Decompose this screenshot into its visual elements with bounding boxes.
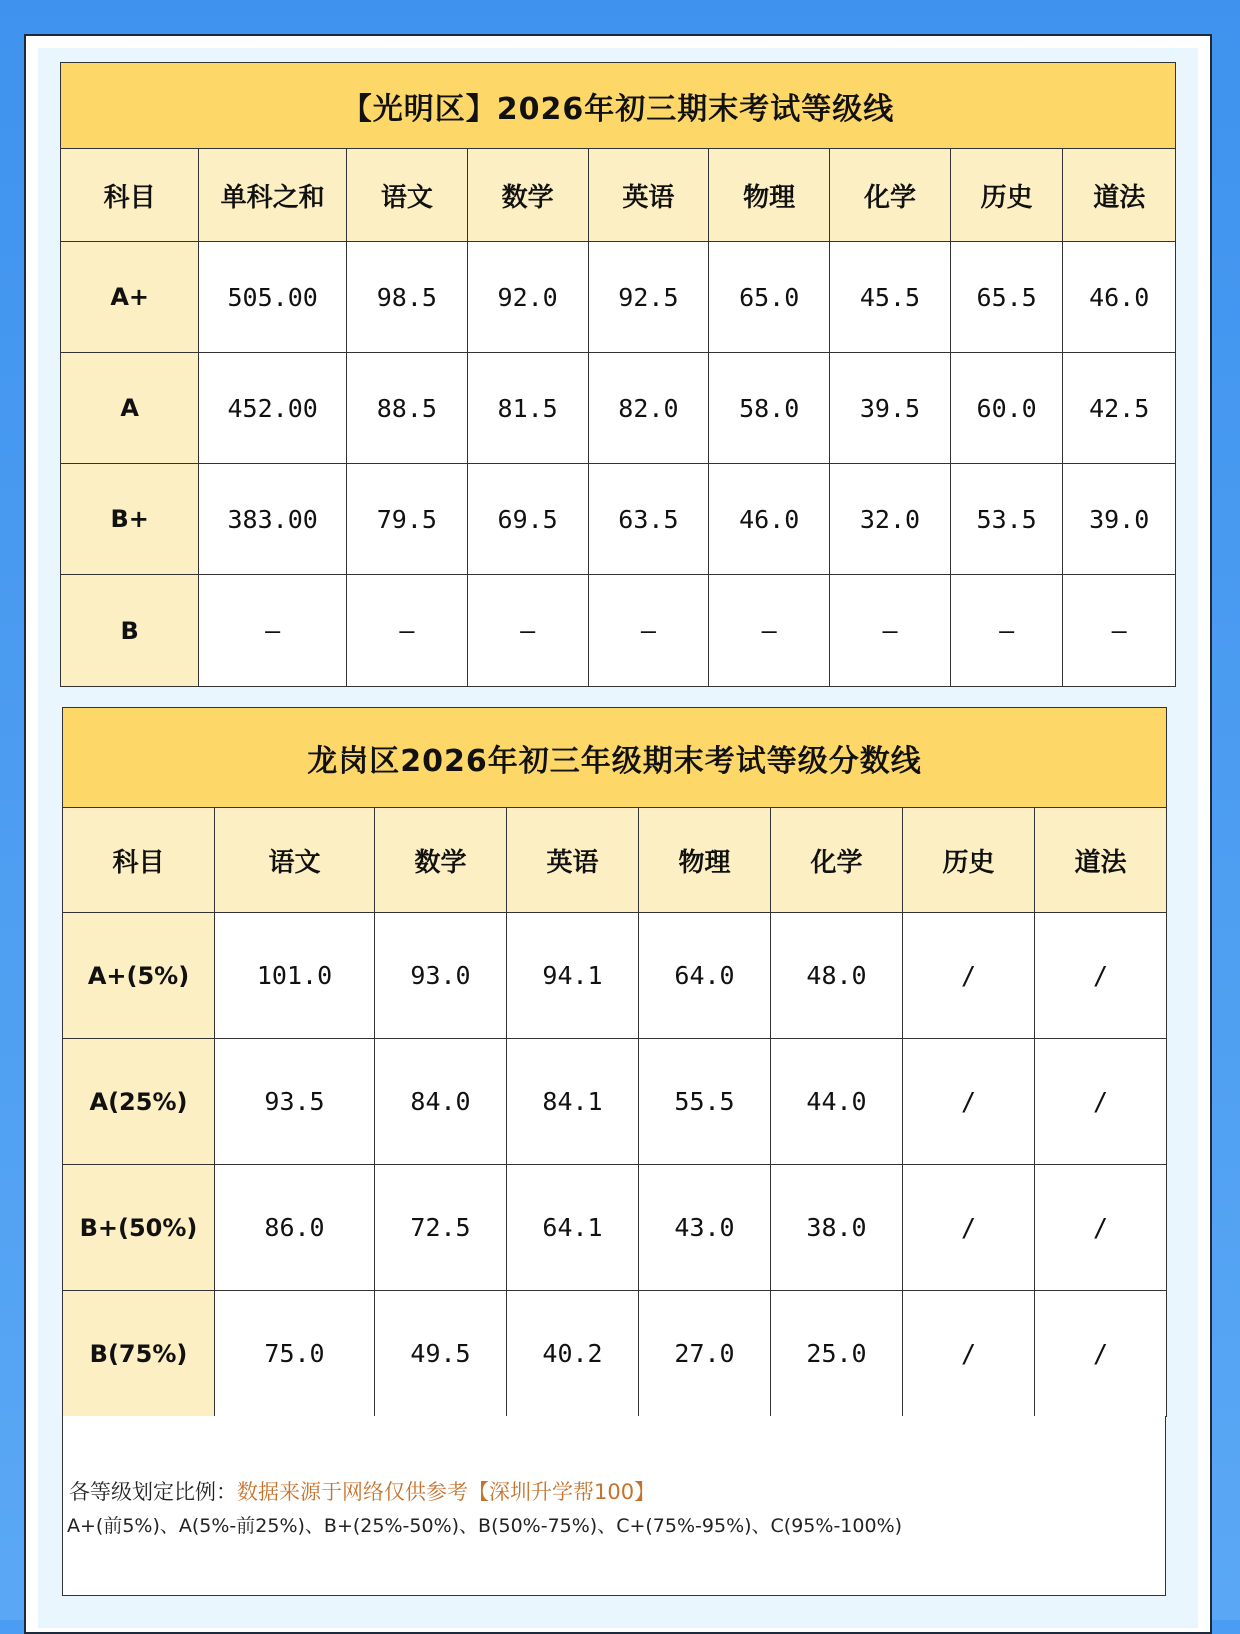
- header-cell: 科目: [63, 808, 215, 913]
- score-cell: 93.0: [375, 913, 507, 1039]
- score-cell: 69.5: [467, 464, 588, 575]
- score-cell: 43.0: [639, 1165, 771, 1291]
- header-cell: 道法: [1063, 149, 1176, 242]
- note-line: [69, 1476, 655, 1506]
- score-cell: 53.5: [950, 464, 1063, 575]
- score-cell: 93.5: [215, 1039, 375, 1165]
- table-row: [61, 242, 1176, 353]
- table-row: [63, 1165, 1167, 1291]
- score-cell: 32.0: [830, 464, 951, 575]
- score-cell: —: [1063, 575, 1176, 687]
- score-cell: /: [903, 1291, 1035, 1417]
- header-cell: 数学: [375, 808, 507, 913]
- source-text: 数据来源于网络仅供参考【深圳升学帮100】: [237, 1480, 656, 1504]
- table-row: [63, 1291, 1167, 1417]
- grade-label: A+(5%): [63, 913, 215, 1039]
- header-cell: 化学: [771, 808, 903, 913]
- score-cell: —: [467, 575, 588, 687]
- score-cell: 452.00: [199, 353, 347, 464]
- score-cell: 49.5: [375, 1291, 507, 1417]
- header-cell: 历史: [903, 808, 1035, 913]
- header-cell: 语文: [215, 808, 375, 913]
- header-cell: 单科之和: [199, 149, 347, 242]
- table-row: [63, 913, 1167, 1039]
- score-cell: /: [1035, 1291, 1167, 1417]
- header-cell: 物理: [709, 149, 830, 242]
- score-cell: 65.0: [709, 242, 830, 353]
- table-row: [61, 575, 1176, 687]
- score-cell: 48.0: [771, 913, 903, 1039]
- note-prefix: 各等级划定比例：: [69, 1480, 237, 1504]
- score-cell: 46.0: [709, 464, 830, 575]
- header-cell: 英语: [507, 808, 639, 913]
- guangming-grade-table: [60, 62, 1176, 687]
- score-cell: 86.0: [215, 1165, 375, 1291]
- header-cell: 数学: [467, 149, 588, 242]
- score-cell: 39.5: [830, 353, 951, 464]
- header-cell: 英语: [588, 149, 709, 242]
- score-cell: 45.5: [830, 242, 951, 353]
- header-cell: 科目: [61, 149, 199, 242]
- score-cell: 25.0: [771, 1291, 903, 1417]
- score-cell: /: [1035, 1165, 1167, 1291]
- table-row: [63, 1039, 1167, 1165]
- score-cell: 60.0: [950, 353, 1063, 464]
- score-cell: —: [950, 575, 1063, 687]
- score-cell: 101.0: [215, 913, 375, 1039]
- score-cell: /: [1035, 1039, 1167, 1165]
- score-cell: —: [709, 575, 830, 687]
- grade-label: B: [61, 575, 199, 687]
- score-cell: —: [588, 575, 709, 687]
- header-cell: 语文: [346, 149, 467, 242]
- score-cell: 42.5: [1063, 353, 1176, 464]
- score-cell: 98.5: [346, 242, 467, 353]
- header-cell: 化学: [830, 149, 951, 242]
- grade-label: A(25%): [63, 1039, 215, 1165]
- score-cell: 72.5: [375, 1165, 507, 1291]
- score-cell: 505.00: [199, 242, 347, 353]
- score-cell: /: [903, 913, 1035, 1039]
- score-cell: 75.0: [215, 1291, 375, 1417]
- header-cell: 历史: [950, 149, 1063, 242]
- score-cell: 94.1: [507, 913, 639, 1039]
- score-cell: —: [346, 575, 467, 687]
- note-box: [62, 1416, 1166, 1596]
- grade-label: B+(50%): [63, 1165, 215, 1291]
- grade-ratio-text: A+(前5%)、A(5%-前25%)、B+(25%-50%)、B(50%-75%)、C+(75%-95%)、C(95%-100%): [67, 1515, 903, 1537]
- score-cell: 38.0: [771, 1165, 903, 1291]
- longgang-grade-table: [62, 707, 1167, 1417]
- score-cell: 81.5: [467, 353, 588, 464]
- score-cell: /: [903, 1165, 1035, 1291]
- score-cell: 92.0: [467, 242, 588, 353]
- score-cell: 92.5: [588, 242, 709, 353]
- guangming-title: 【光明区】2026年初三期末考试等级线: [61, 63, 1176, 149]
- score-cell: 84.1: [507, 1039, 639, 1165]
- header-cell: 物理: [639, 808, 771, 913]
- longgang-header-row: [63, 808, 1167, 913]
- score-cell: /: [1035, 913, 1167, 1039]
- guangming-header-row: [61, 149, 1176, 242]
- score-cell: 63.5: [588, 464, 709, 575]
- grade-label: B+: [61, 464, 199, 575]
- score-cell: 82.0: [588, 353, 709, 464]
- score-cell: 84.0: [375, 1039, 507, 1165]
- score-cell: 39.0: [1063, 464, 1176, 575]
- score-cell: 64.0: [639, 913, 771, 1039]
- score-cell: 27.0: [639, 1291, 771, 1417]
- score-cell: 88.5: [346, 353, 467, 464]
- grade-label: A+: [61, 242, 199, 353]
- score-cell: 64.1: [507, 1165, 639, 1291]
- table-row: [61, 464, 1176, 575]
- score-cell: —: [199, 575, 347, 687]
- grade-label: A: [61, 353, 199, 464]
- score-cell: /: [903, 1039, 1035, 1165]
- score-cell: 58.0: [709, 353, 830, 464]
- score-cell: 383.00: [199, 464, 347, 575]
- score-cell: 46.0: [1063, 242, 1176, 353]
- score-cell: 44.0: [771, 1039, 903, 1165]
- longgang-title: 龙岗区2026年初三年级期末考试等级分数线: [63, 708, 1167, 808]
- score-cell: 65.5: [950, 242, 1063, 353]
- table-row: [61, 353, 1176, 464]
- header-cell: 道法: [1035, 808, 1167, 913]
- score-cell: 79.5: [346, 464, 467, 575]
- score-cell: 55.5: [639, 1039, 771, 1165]
- score-cell: —: [830, 575, 951, 687]
- grade-label: B(75%): [63, 1291, 215, 1417]
- score-cell: 40.2: [507, 1291, 639, 1417]
